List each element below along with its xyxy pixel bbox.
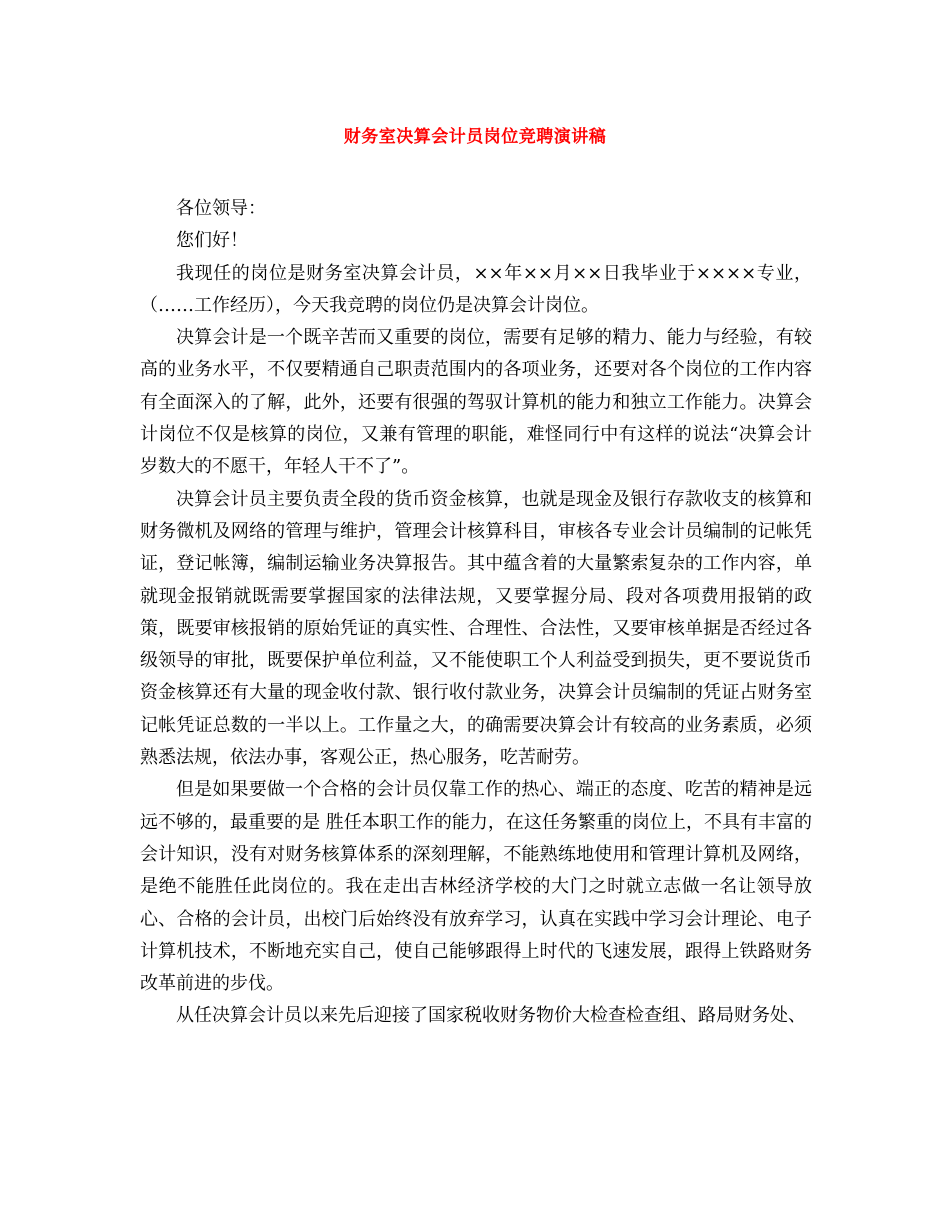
document-body: [140, 193, 812, 1033]
paragraph-responsibilities: 决算会计员主要负责全段的货币资金核算，也就是现金及银行存款收支的核算和财务微机及网络的管理与维护，管理会计核算科目，审核各专业会计员编制的记帐凭证，登记帐簿，编制运输业务决算报告。其中蕴含着的大量繁索复杂的工作内容，单就现金报销就既需要掌握国家的法律法规，又要掌握分局、段对各项费用报销的政策，既要审核报销的原始凭证的真实性、合理性、合法性，又要审核单据是否经过各级领导的审批，既要保护单位利益，又不能使职工个人利益受到损失，更不要说货币资金核算还有大量的现金收付款、银行收付款业务，决算会计员编制的凭证占财务室记帐凭证总数的一半以上。工作量之大，的确需要决算会计有较高的业务素质，必须熟悉法规，依法办事，客观公正，热心服务，吃苦耐劳。: [140, 488, 812, 769]
paragraph-qualifications: 但是如果要做一个合格的会计员仅靠工作的热心、端正的态度、吃苦的精神是远远不够的，最重要的是 胜任本职工作的能力，在这任务繁重的岗位上，不具有丰富的会计知识，没有对财务核算体系的深刻理解，不能熟练地使用和管理计算机及网络，是绝不能胜任此岗位的。我在走出吉林经济学校的大门之时就立志做一名让领导放心、合格的会计员，出校门后始终没有放弃学习，认真在实践中学习会计理论、电子计算机技术，不断地充实自己，使自己能够跟得上时代的飞速发展，跟得上铁路财务改革前进的步伐。: [140, 779, 812, 995]
paragraph-hello: 您们好！: [176, 230, 248, 252]
paragraph-intro: 我现任的岗位是财务室决算会计员，××年××月××日我毕业于××××专业，（……工作经历），今天我竞聘的岗位仍是决算会计岗位。: [140, 262, 812, 316]
document-title: 财务室决算会计员岗位竞聘演讲稿: [343, 127, 607, 147]
paragraph-experience: 从任决算会计员以来先后迎接了国家税收财务物价大检查检查组、路局财务处、: [176, 1005, 806, 1027]
paragraph-role-importance: 决算会计是一个既辛苦而又重要的岗位，需要有足够的精力、能力与经验，有较高的业务水平，不仅要精通自己职责范围内的各项业务，还要对各个岗位的工作内容有全面深入的了解，此外，还要有很强的驾驭计算机的能力和独立工作能力。决算会计岗位不仅是核算的岗位，又兼有管理的职能，难怪同行中有这样的说法“决算会计岁数大的不愿干，年轻人干不了”。: [140, 327, 812, 478]
paragraph-greeting: 各位领导：: [176, 198, 266, 219]
